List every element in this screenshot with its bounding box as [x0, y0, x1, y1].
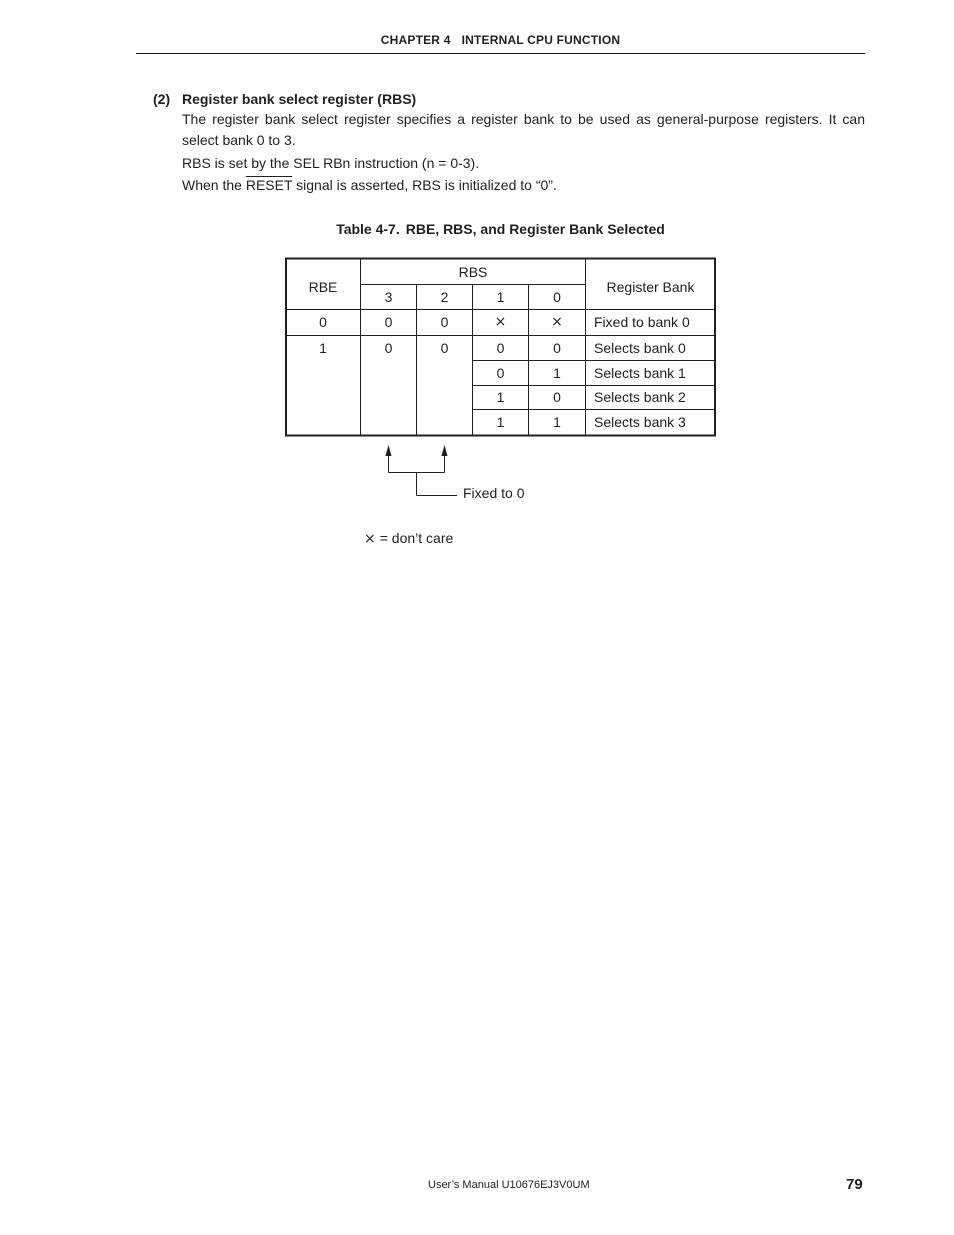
table-cell-bank: Selects bank 3	[594, 414, 686, 430]
table-cell: 0	[496, 365, 505, 381]
reset-text-before: When the	[182, 177, 246, 193]
header-bit-0: 0	[553, 289, 561, 305]
note-text: = don’t care	[379, 530, 454, 546]
table-cell: 0	[440, 314, 449, 330]
table-caption-title: RBE, RBS, and Register Bank Selected	[405, 221, 665, 237]
table-cell: 0	[553, 389, 561, 405]
reset-signal: RESET	[245, 177, 293, 193]
table-cell: 0	[553, 340, 561, 356]
dont-care-cell: ×	[494, 314, 507, 330]
paragraph-description: The register bank select register specifies a register bank to be used as general-purpose registers. It can select bank 0 to 3.	[182, 111, 865, 148]
cross-icon: ×	[364, 531, 376, 547]
table-caption-number: Table 4-7.	[336, 221, 400, 237]
table-cell: 1	[319, 340, 327, 356]
section-title: Register bank select register (RBS)	[182, 91, 417, 107]
page-number: 79	[846, 1176, 863, 1193]
header-bit-3: 3	[384, 289, 393, 305]
paragraph-sel-instruction: RBS is set by the SEL RBn instruction (n = 0-3).	[182, 155, 480, 171]
chapter-label: CHAPTER 4	[380, 33, 451, 47]
table-cell: 0	[319, 314, 327, 330]
table-cell-bank: Selects bank 2	[594, 389, 686, 405]
header-bit-1: 1	[496, 289, 505, 305]
table-cell: 1	[553, 414, 561, 430]
table-cell: 0	[496, 340, 505, 356]
header-rbe: RBE	[308, 279, 338, 295]
table-cell-bank: Selects bank 0	[594, 340, 686, 356]
footer-manual-id: User’s Manual U10676EJ3V0UM	[428, 1179, 590, 1191]
table-cell: 1	[496, 389, 505, 405]
fixed-to-zero-label: Fixed to 0	[463, 485, 525, 501]
reset-text-after: signal is asserted, RBS is initialized to “0”.	[292, 177, 557, 193]
fixed-bracket	[389, 452, 458, 496]
table-cell: 0	[384, 340, 393, 356]
table-cell: 1	[553, 365, 561, 381]
arrow-up-icon	[386, 445, 392, 456]
dont-care-note	[364, 530, 453, 547]
table-cell: 0	[384, 314, 393, 330]
chapter-title: INTERNAL CPU FUNCTION	[461, 33, 621, 47]
arrow-up-icon	[442, 445, 448, 456]
table-cell: 0	[440, 340, 449, 356]
table-cell-bank: Fixed to bank 0	[594, 314, 690, 330]
section-number: (2)	[153, 91, 171, 107]
dont-care-cell: ×	[551, 314, 563, 330]
table-cell-bank: Selects bank 1	[594, 365, 686, 381]
header-bit-2: 2	[440, 289, 449, 305]
header-rbs: RBS	[458, 264, 488, 280]
table-cell: 1	[496, 414, 505, 430]
header-register-bank: Register Bank	[606, 279, 695, 295]
